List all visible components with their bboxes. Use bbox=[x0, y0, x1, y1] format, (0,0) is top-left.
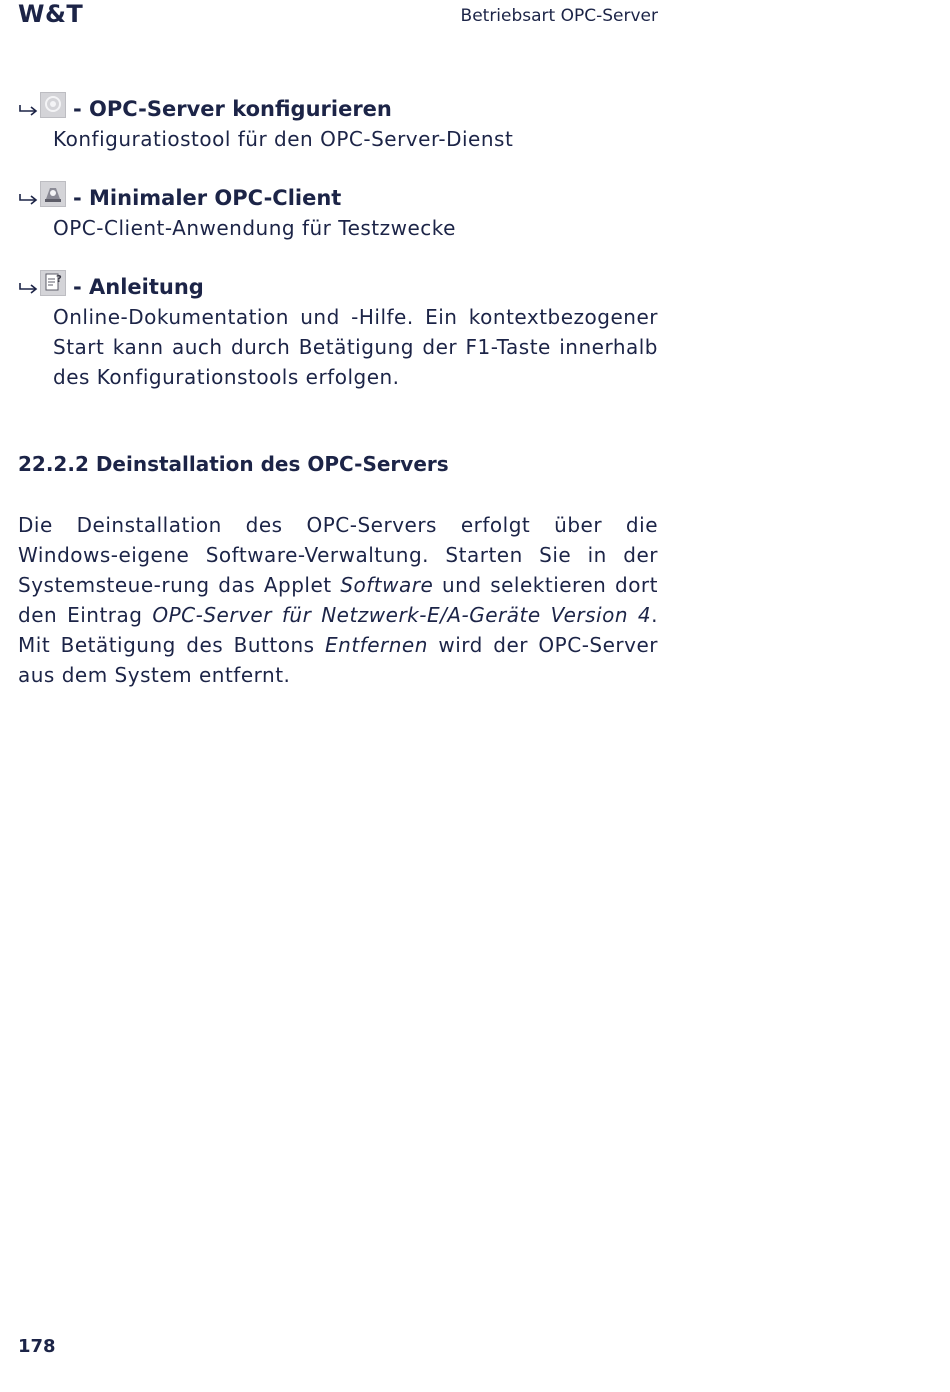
item-description: Online-Dokumentation und -Hilfe. Ein kontextbezogener Start kann auch durch Betätigung der F1-Taste innerhalb des Konfigurationstools erfolgen. bbox=[53, 305, 658, 389]
item-title: - OPC-Server konfigurieren bbox=[73, 97, 392, 121]
hook-arrow-icon bbox=[18, 183, 40, 213]
help-document-icon bbox=[40, 270, 66, 296]
hook-arrow-icon bbox=[18, 272, 40, 302]
paragraph-text: wird der OPC-Server aus dem System entfernt. bbox=[18, 633, 658, 687]
running-header-title: Betriebsart OPC-Server bbox=[460, 6, 658, 26]
page-number: 178 bbox=[18, 1336, 56, 1357]
emphasis-text: OPC-Server für Netzwerk-E/A-Geräte Version 4 bbox=[152, 603, 652, 627]
hook-arrow-icon bbox=[18, 94, 40, 124]
body-paragraph bbox=[18, 510, 658, 690]
item-description: OPC-Client-Anwendung für Testzwecke bbox=[53, 216, 456, 240]
emphasis-text: Software bbox=[340, 573, 434, 597]
svg-text:?: ? bbox=[56, 274, 62, 285]
section-heading: 22.2.2 Deinstallation des OPC-Servers bbox=[18, 452, 449, 476]
list-item bbox=[18, 272, 658, 392]
emphasis-text: Entfernen bbox=[325, 633, 428, 657]
opc-config-icon bbox=[40, 92, 66, 118]
list-item bbox=[18, 183, 658, 243]
item-title: - Minimaler OPC-Client bbox=[73, 186, 342, 210]
paragraph-text: . Mit Betätigung des Buttons bbox=[18, 603, 658, 657]
opc-client-icon bbox=[40, 181, 66, 207]
paragraph-text: Die Deinstallation des OPC-Servers erfolgt über die Windows-eigene Software-Verwaltung. Starten Sie in der Systemsteue-rung das Applet bbox=[18, 513, 658, 597]
item-title: - Anleitung bbox=[73, 275, 204, 299]
paragraph-text: und selektieren dort den Eintrag bbox=[18, 573, 659, 627]
item-description: Konfiguratiostool für den OPC-Server-Dienst bbox=[53, 127, 514, 151]
brand-logo: W&T bbox=[18, 0, 84, 28]
list-item bbox=[18, 94, 658, 154]
